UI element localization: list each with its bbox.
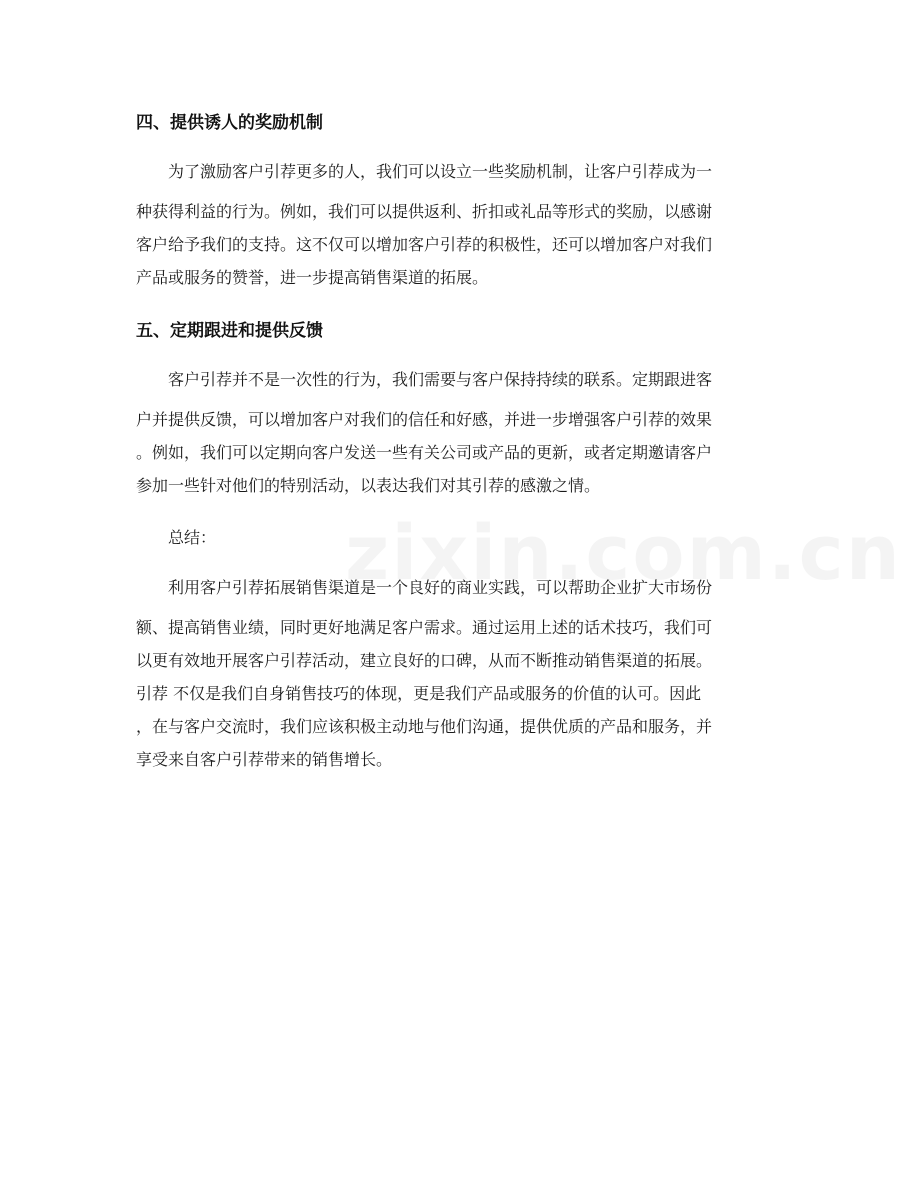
paragraph-line: 种获得利益的行为。例如，我们可以提供返利、折扣或礼品等形式的奖励，以感谢 bbox=[136, 202, 713, 221]
paragraph-line: 。例如，我们可以定期向客户发送一些有关公司或产品的更新，或者定期邀请客户 bbox=[136, 443, 713, 462]
section-heading: 五、定期跟进和提供反馈 bbox=[136, 321, 323, 341]
paragraph-line: 客户给予我们的支持。这不仅可以增加客户引荐的积极性，还可以增加客户对我们 bbox=[136, 235, 713, 254]
paragraph-line: ，在与客户交流时，我们应该积极主动地与他们沟通，提供优质的产品和服务，并 bbox=[136, 717, 713, 736]
summary-label: 总结： bbox=[168, 528, 217, 547]
paragraph-line: 户并提供反馈，可以增加客户对我们的信任和好感，并进一步增强客户引荐的效果 bbox=[136, 410, 713, 429]
section-heading: 四、提供诱人的奖励机制 bbox=[136, 113, 323, 133]
paragraph-line: 参加一些针对他们的特别活动，以表达我们对其引荐的感激之情。 bbox=[136, 476, 601, 495]
paragraph-line: 享受来自客户引荐带来的销售增长。 bbox=[136, 750, 393, 769]
paragraph-line: 产品或服务的赞誉，进一步提高销售渠道的拓展。 bbox=[136, 268, 489, 287]
paragraph-line: 以更有效地开展客户引荐活动，建立良好的口碑，从而不断推动销售渠道的拓展。 bbox=[136, 651, 713, 670]
paragraph-line: 利用客户引荐拓展销售渠道是一个良好的商业实践，可以帮助企业扩大市场份 bbox=[168, 578, 713, 597]
paragraph-line: 为了激励客户引荐更多的人，我们可以设立一些奖励机制，让客户引荐成为一 bbox=[168, 162, 713, 181]
paragraph-line: 客户引荐并不是一次性的行为，我们需要与客户保持持续的联系。定期跟进客 bbox=[168, 370, 713, 389]
paragraph-line: 引荐 不仅是我们自身销售技巧的体现，更是我们产品或服务的价值的认可。因此 bbox=[136, 684, 702, 703]
paragraph-line: 额、提高销售业绩，同时更好地满足客户需求。通过运用上述的话术技巧，我们可 bbox=[136, 618, 713, 637]
